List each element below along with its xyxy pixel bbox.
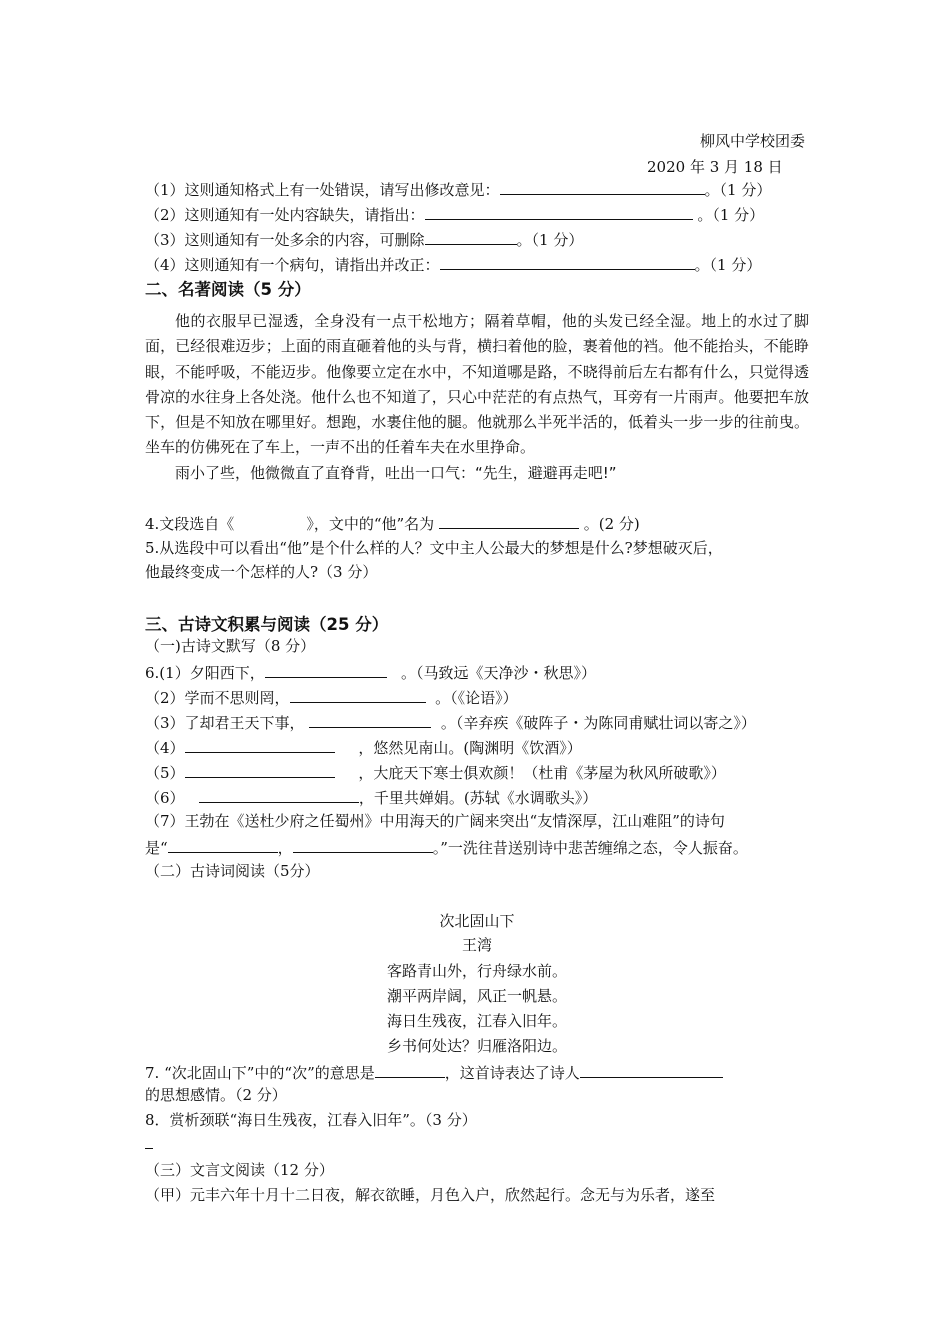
dictation-item-1: 6.(1）夕阳西下， 。（马致远《天净沙・秋思》）: [145, 661, 815, 683]
answer-blank[interactable]: [265, 661, 387, 678]
answer-blank[interactable]: [309, 711, 431, 728]
question-5-line1: 5.从选段中可以看出“他”是个什么样的人？文中主人公最大的梦想是什么?梦想破灭后，: [145, 539, 723, 557]
answer-blank[interactable]: [375, 1061, 445, 1078]
answer-blank[interactable]: [185, 736, 335, 753]
poem-title: 次北固山下: [439, 912, 515, 930]
notice-question-4: （4）这则通知有一个病句，请指出并改正： 。（1 分）: [145, 253, 815, 275]
answer-blank[interactable]: [425, 203, 693, 220]
classical-text-line: （甲）元丰六年十月十二日夜，解衣欲睡，月色入户，欣然起行。念无与为乐者，遂至: [145, 1186, 716, 1204]
poem-line: 客路青山外，行舟绿水前。: [386, 962, 567, 980]
dictation-item-7-line1: （7）王勃在《送杜少府之任蜀州》中用海天的广阔来突出“友情深厚，江山难阻”的诗句: [145, 812, 725, 830]
novel-passage: [145, 309, 809, 486]
section-title-classics: 二、名著阅读（5 分）: [145, 280, 311, 299]
dictation-item-7-line2: 是“ ， 。”一洗往昔送别诗中悲苦缠绵之态，令人振奋。: [145, 836, 815, 858]
answer-blank[interactable]: [440, 253, 695, 270]
poem-line: 乡书何处达？归雁洛阳边。: [386, 1037, 567, 1055]
subsection-classical: （三）文言文阅读（12 分）: [145, 1161, 334, 1179]
question-8: 8．赏析颈联“海日生残夜，江春入旧年”。（3 分）: [145, 1111, 477, 1129]
answer-blank[interactable]: [425, 228, 517, 245]
answer-mark: [145, 1148, 153, 1149]
answer-blank[interactable]: [168, 836, 278, 853]
answer-blank[interactable]: [199, 786, 359, 803]
answer-blank[interactable]: [185, 761, 335, 778]
dictation-item-6: （6） ，千里共婵娟。(苏轼《水调歌头》）: [145, 786, 815, 808]
dictation-item-3: （3）了却君王天下事， 。（辛弃疾《破阵子・为陈同甫赋壮词以寄之》）: [145, 711, 815, 733]
notice-question-3: （3）这则通知有一处多余的内容，可删除 。（1 分）: [145, 228, 815, 250]
subsection-poem-reading: （二）古诗词阅读（5分）: [145, 862, 320, 880]
answer-blank[interactable]: [293, 836, 433, 853]
section-title-poetry: 三、古诗文积累与阅读（25 分）: [145, 615, 389, 634]
question-4: 4.文段选自《 》，文中的“他”名为 。(2 分): [145, 512, 815, 534]
poem-author: 王湾: [461, 936, 492, 954]
passage-paragraph: 他的衣服早已湿透，全身没有一点干松地方；隔着草帽，他的头发已经全湿。地上的水过了脚面，已经很难迈步；上面的雨直砸着他的头与背，横扫着他的脸，裹着他的裆。他不能抬头，不能睁眼，不能呼吸，不能迈步。他像要立定在水中，不知道哪是路，不晓得前后左右都有什么，只觉得透骨凉的水往身上各处浇。他什么也不知道了，只心中茫茫的有点热气，耳旁有一片雨声。他要把车放下，但是不知放在哪里好。想跑，水裹住他的腿。他就那么半死半活的，低着头一步一步的往前曳。坐车的仿佛死在了车上，一声不出的任着车夫在水里挣命。: [145, 312, 809, 457]
answer-blank[interactable]: [439, 512, 579, 529]
dictation-item-4: （4） ，悠然见南山。(陶渊明《饮酒》）: [145, 736, 815, 758]
dictation-item-2: （2）学而不思则罔， 。（《论语》）: [145, 686, 815, 708]
answer-blank[interactable]: [580, 1061, 723, 1078]
notice-question-2: （2）这则通知有一处内容缺失，请指出： 。（1 分）: [145, 203, 815, 225]
question-5-line2: 他最终变成一个怎样的人?（3 分）: [145, 563, 378, 581]
passage-paragraph: 雨小了些，他微微直了直脊背，吐出一口气：“先生，避避再走吧!”: [175, 463, 617, 482]
answer-blank[interactable]: [290, 686, 426, 703]
poem-line: 海日生残夜，江春入旧年。: [386, 1012, 567, 1030]
question-7-line2: 的思想感情。（2 分）: [145, 1086, 287, 1104]
question-7-line1: 7. “次北固山下”中的“次”的意思是 ，这首诗表达了诗人: [145, 1061, 815, 1083]
subsection-dictation: （一)古诗文默写（8 分）: [145, 637, 316, 655]
notice-question-1: （1）这则通知格式上有一处错误，请写出修改意见： 。（1 分）: [145, 178, 815, 200]
org-name: 柳风中学校团委: [700, 132, 806, 150]
dictation-item-5: （5） ，大庇天下寒士俱欢颜！（杜甫《茅屋为秋风所破歌》）: [145, 761, 815, 783]
answer-blank[interactable]: [500, 178, 705, 195]
poem-line: 潮平两岸阔，风正一帆悬。: [386, 987, 567, 1005]
notice-date: 2020 年 3 月 18 日: [647, 158, 783, 176]
